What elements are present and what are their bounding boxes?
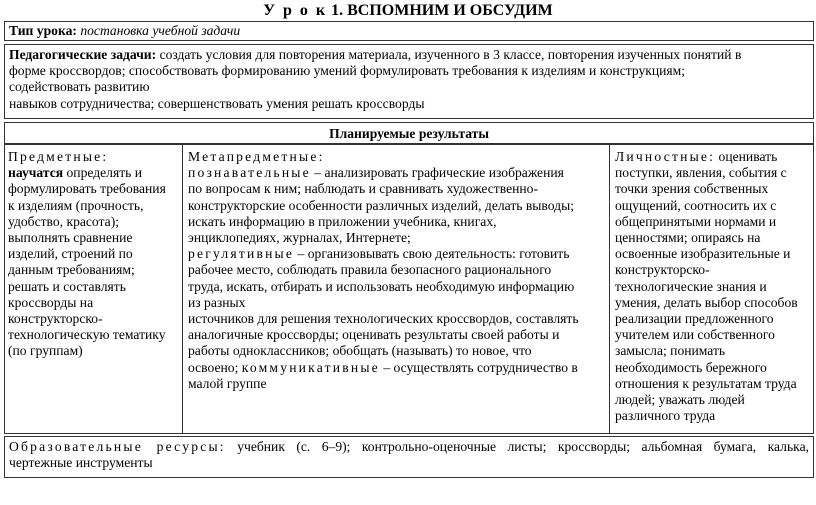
regulatory-line: рабочее место, соблюдать правила безопасного рационального [188,262,552,278]
communicative-first-line: – осуществлять сотрудничество в [383,359,578,375]
lesson-type-row [4,21,814,41]
subject-line: формулировать требования [8,181,166,197]
resources-line-1: учебник (с. 6–9); контрольно-оценочные листы; кроссворды; альбомная бумага, калька, [237,439,809,454]
pedagogical-line-2: форме кроссвордов; способствовать формированию умений формулировать требования к изделиям и конструкциям; [9,63,686,79]
subject-line: конструкторско- [8,311,103,327]
subject-lead: научатся [8,165,64,181]
lesson-type-label: Тип урока: [9,23,77,38]
personal-line: замысла; понимать [615,343,726,359]
personal-line: умения, делать выбор способов [615,294,798,310]
regulatory-line: освоено; [188,359,239,375]
resources-line-2: чертежные инструменты [9,455,153,471]
planned-results-title: Планируемые результаты [329,126,489,141]
personal-results-column [615,149,811,424]
subject-line: технологическую тематику [8,327,166,343]
subject-results-column [8,149,180,360]
regulatory-line: источников для решения технологических кроссвордов, составлять [188,311,579,327]
planned-results-heading [4,122,814,144]
personal-first: оценивать [718,149,778,164]
personal-line: реализации предложенного [615,311,774,327]
cognitive-line: конструкторские особенности различных изделий, делать выводы; [188,197,574,213]
personal-line: различного труда [615,408,716,424]
subject-line: к изделиям (прочность, [8,197,144,213]
personal-line: точки зрения собственных [615,181,769,197]
column-divider-1 [182,144,183,434]
cognitive-first-line: – анализировать графические изображения [314,165,564,181]
meta-heading: Метапредметные: [188,149,325,164]
regulatory-line: аналогичные кроссворды; оценивать результаты своей работы и [188,327,560,343]
communicative-last-line: малой группе [188,375,267,391]
meta-results-column [188,149,607,392]
subject-line: (по группам) [8,343,83,359]
cognitive-line: энциклопедиях, журналах, Интернете; [188,230,411,246]
regulatory-line: из разных [188,294,246,310]
pedagogical-line-1: создать условия для повторения материала, изученного в 3 классе, повторения изученных понятий в [159,47,742,62]
regulatory-line: работы одноклассников; обобщать (называть) то новое, что [188,343,532,359]
subject-line: данным требованиям; [8,262,135,278]
lesson-title [0,0,816,22]
personal-line: отношения к результатам труда [615,375,797,391]
lesson-title-prefix: У р о к [263,2,328,19]
personal-line: технологические знания и [615,278,767,294]
resources-row [4,436,814,478]
subject-line: кроссворды на [8,294,94,310]
regulatory-first-line: – организовывать свою деятельность: готовить [297,246,570,262]
communicative-label: коммуникативные [241,359,380,375]
personal-line: освоенные изобразительные и [615,246,791,262]
cognitive-label: познавательные [188,165,311,181]
pedagogical-label: Педагогические задачи: [9,47,157,62]
subject-line: изделий, строений по [8,246,133,262]
personal-line: конструкторско- [615,262,710,278]
personal-line: людей; уважать людей [615,392,745,408]
cognitive-line: по вопросам к ним; наблюдать и сравнивать художественно- [188,181,538,197]
pedagogical-line-3: содействовать развитию [9,79,150,95]
subject-line: определять и [66,165,143,181]
subject-line: удобство, красота); [8,213,119,229]
cognitive-line: искать информацию в приложении учебника, книгах, [188,213,497,229]
personal-line: ощущений, соотносить их с [615,197,777,213]
resources-label: Образовательные ресурсы: [9,439,226,454]
personal-heading: Личностные: [615,149,716,164]
personal-line: поступки, явления, события с [615,165,787,181]
personal-line: ценностями; опираясь на [615,230,761,246]
personal-line: учителем или собственного [615,327,775,343]
subject-line: решать и составлять [8,278,126,294]
pedagogical-line-4: навыков сотрудничества; совершенствовать умения решать кроссворды [9,95,425,111]
lesson-type-value: постановка учебной задачи [80,23,241,38]
regulatory-label: регулятивные [188,246,295,262]
personal-line: необходимость бережного [615,359,767,375]
regulatory-line: труда, искать, отбирать и использовать необходимую информацию [188,278,575,294]
lesson-title-text: 1. ВСПОМНИМ И ОБСУДИМ [331,2,553,19]
subject-heading: Предметные: [8,149,109,164]
personal-line: общепринятыми нормами и [615,213,777,229]
column-divider-2 [609,144,610,434]
pedagogical-tasks-row [4,44,814,119]
subject-line: выполнять сравнение [8,230,133,246]
